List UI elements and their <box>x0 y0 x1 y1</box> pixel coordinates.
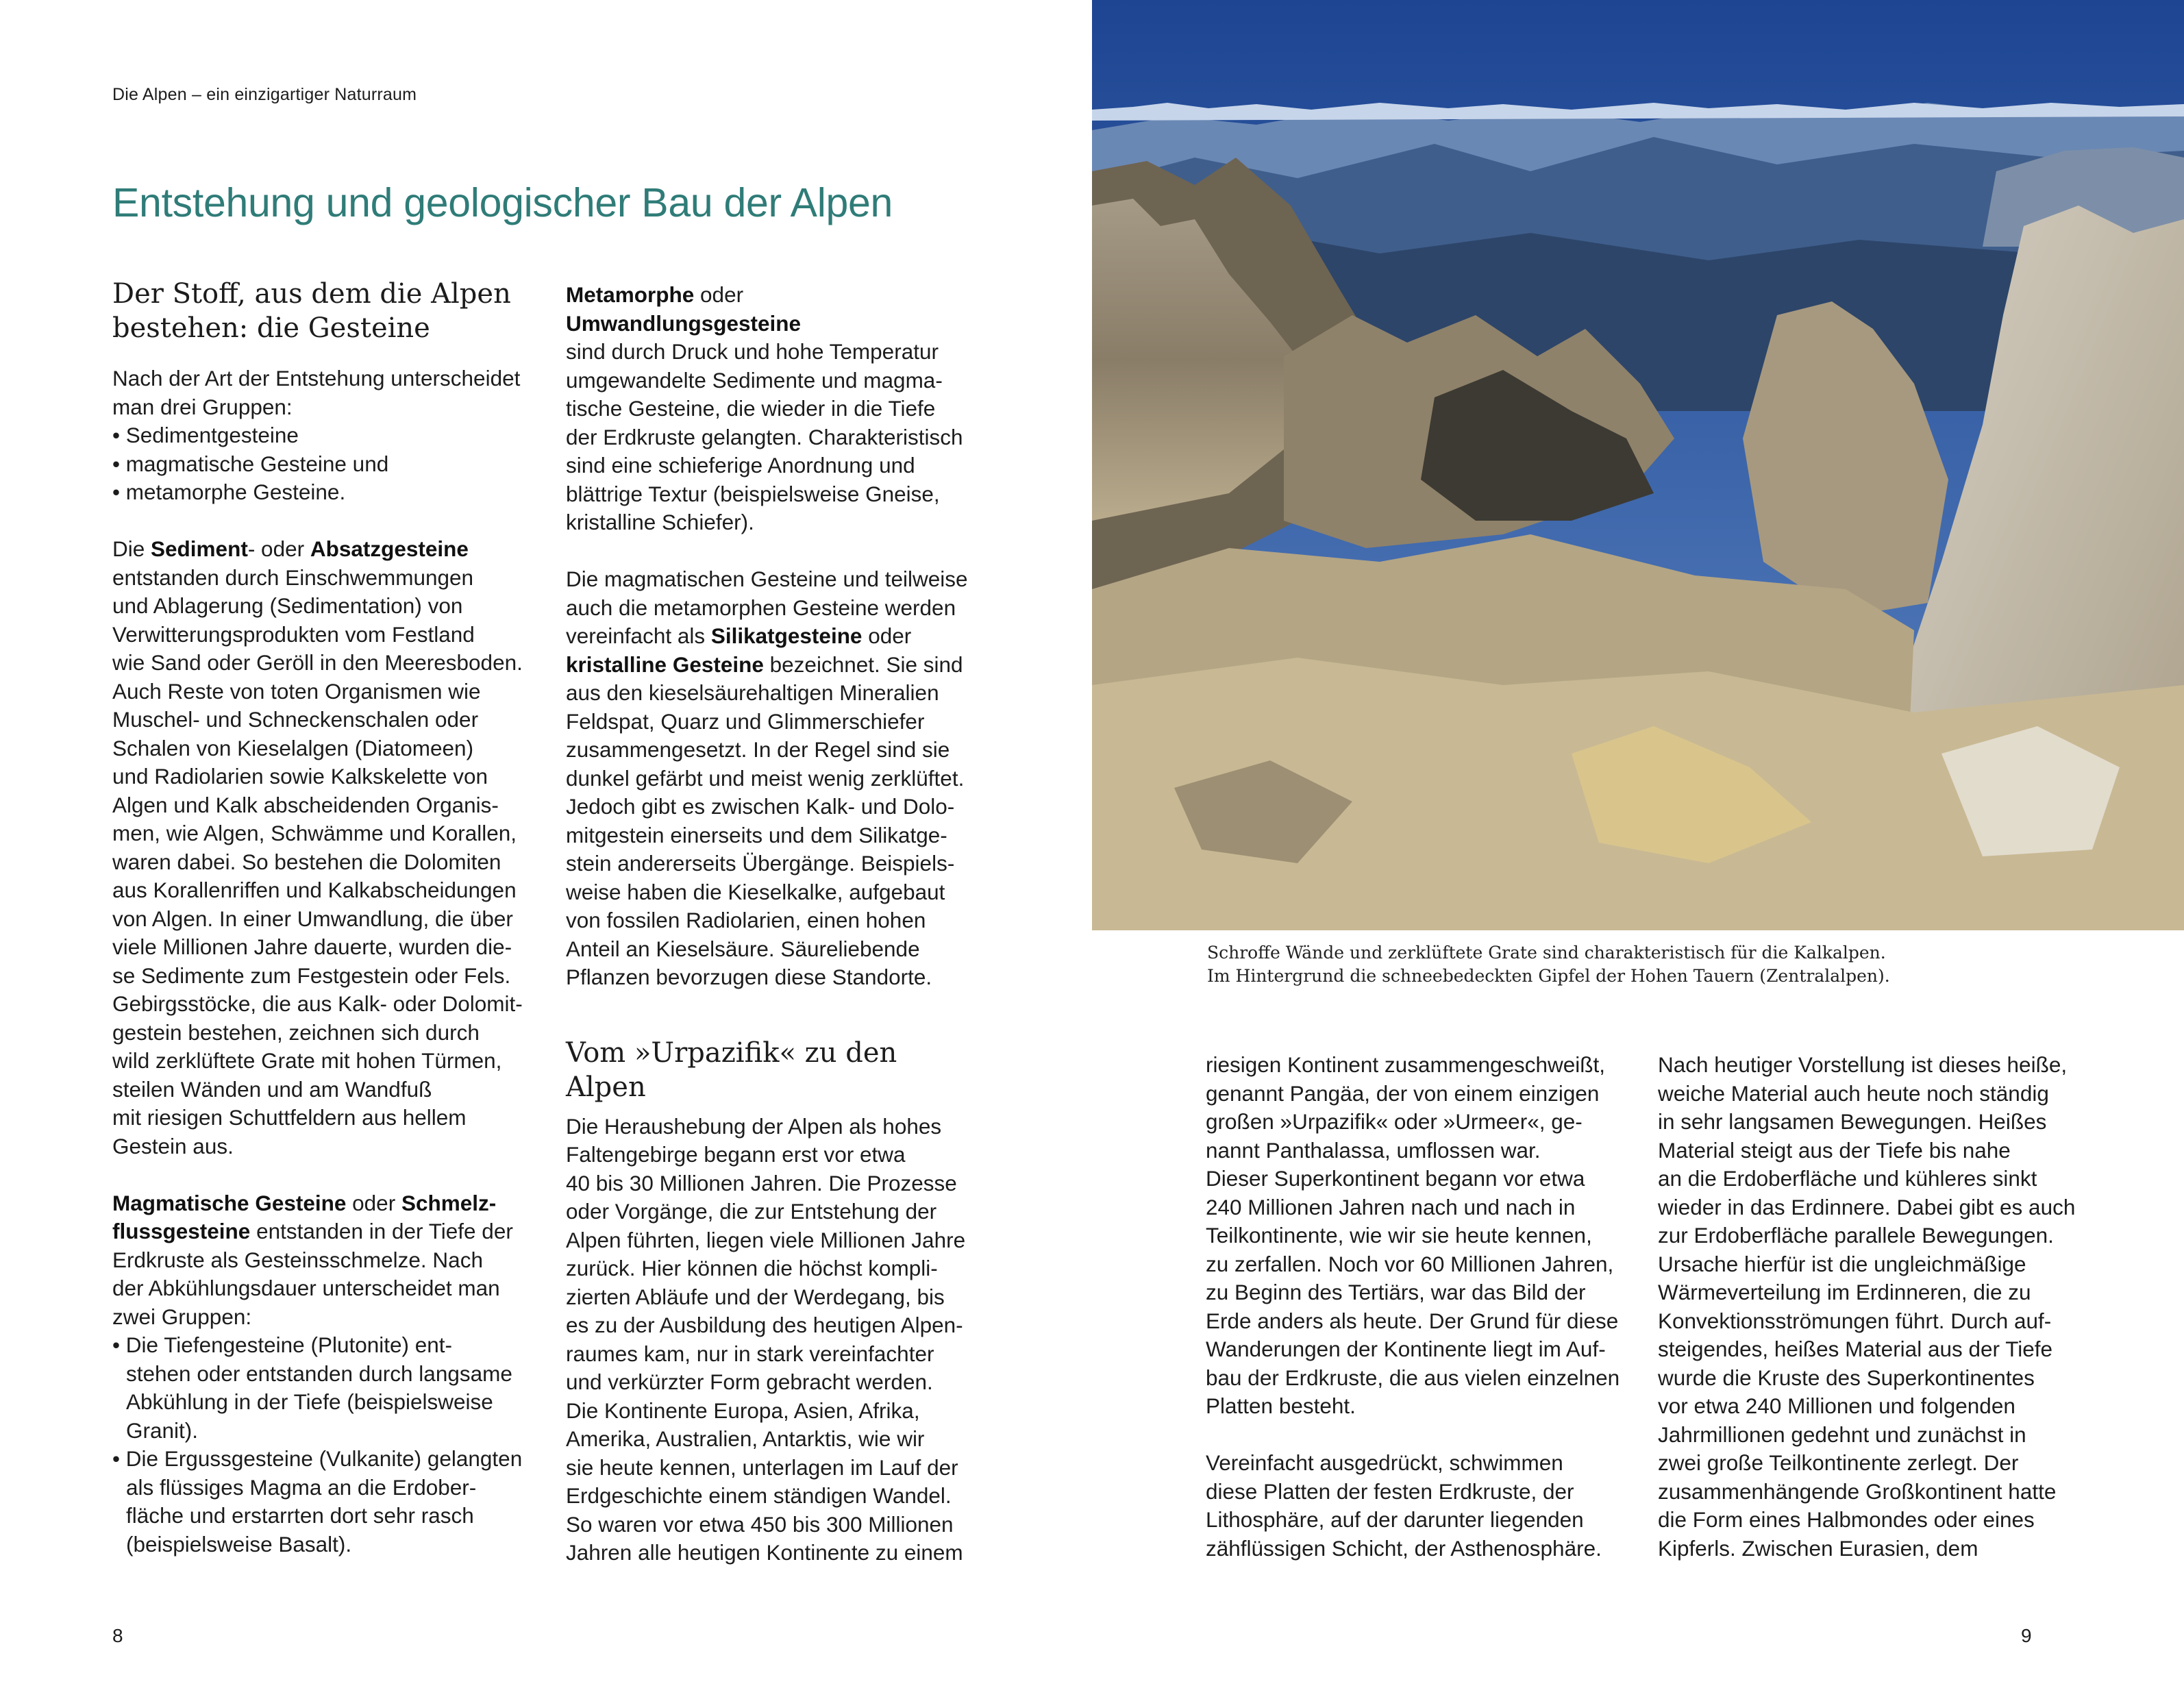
text-line: es zu der Ausbildung des heutigen Alpen- <box>566 1313 963 1337</box>
section-heading-urpazifik: Vom »Urpazifik« zu den Alpen <box>566 1037 897 1103</box>
text-line: raumes kam, nur in stark vereinfachter <box>566 1341 934 1366</box>
photo-caption: Schroffe Wände und zerklüftete Grate sind charakteristisch für die Kalkalpen. Im Hintergrund die schneebedeckten Gipfel der Hohen Tauern (Zentralalpen). <box>1207 943 1890 986</box>
text-line: Gebirgsstöcke, die aus Kalk- oder Dolomit- <box>112 991 523 1016</box>
text-line: wild zerklüftete Grate mit hohen Türmen, <box>112 1048 502 1073</box>
text-line: als flüssiges Magma an die Erdober- <box>126 1474 477 1500</box>
text-line: zur Erdoberfläche parallele Bewegungen. <box>1658 1223 2054 1248</box>
list-item <box>112 1331 530 1445</box>
text-line: kristalline Schiefer). <box>566 510 754 534</box>
text-line: viele Millionen Jahre dauerte, wurden die- <box>112 934 512 959</box>
text-line: Ursache hierfür ist die ungleichmäßige <box>1658 1251 2026 1276</box>
text-line: Wärmeverteilung im Erdinneren, die zu <box>1658 1280 2031 1304</box>
text-line: sind eine schieferige Anordnung und <box>566 453 915 478</box>
text-line: mit riesigen Schuttfeldern aus hellem <box>112 1105 467 1130</box>
text-line: stehen oder entstanden durch langsame <box>126 1361 512 1386</box>
metamorphic-paragraph: Metamorphe oder Umwandlungsgesteine sind durch Druck und hohe Temperatur umgewandelte Sedimente und magma- tische Gesteine, die wieder in die Tiefe der Erdkruste gelangten. Charakteristisch sind eine schieferige Anordnung und blättrige Textur (beispielsweise Gneise, kristalline Schiefer). <box>566 282 963 534</box>
text-line: Muschel- und Schneckenschalen oder <box>112 707 479 732</box>
text-line: (beispielsweise Basalt). <box>126 1531 352 1557</box>
text-line: aus Korallenriffen und Kalkabscheidungen <box>112 878 517 902</box>
text-line: fläche und erstarrten dort sehr rasch <box>126 1503 474 1528</box>
text-line: genannt Pangäa, der von einem einzigen <box>1206 1080 1600 1106</box>
text-line: zusammengesetzt. In der Regel sind sie <box>566 737 950 762</box>
text-line: So waren vor etwa 450 bis 300 Millionen <box>566 1511 954 1537</box>
text-line: dunkel gefärbt und meist wenig zerklüftet. <box>566 765 965 791</box>
text-line: sind durch Druck und hohe Temperatur <box>566 339 939 364</box>
urpazifik-paragraph <box>566 1113 984 1567</box>
pangaea-paragraph <box>1206 1051 1624 1421</box>
text-line: großen »Urpazifik« oder »Urmeer«, ge- <box>1206 1109 1583 1134</box>
text-column-4 <box>1658 1051 2076 1563</box>
text-line: Auch Reste von toten Organismen wie <box>112 678 481 704</box>
text-line: mitgestein einerseits und dem Silikatge- <box>566 822 947 847</box>
text-line: 40 bis 30 Millionen Jahren. Die Prozesse <box>566 1170 957 1195</box>
text-line: die Form eines Halbmondes oder eines <box>1658 1507 2035 1532</box>
text-line: zwei große Teilkontinente zerlegt. Der <box>1658 1450 2019 1475</box>
text-line: Vereinfacht ausgedrückt, schwimmen <box>1206 1450 1563 1475</box>
text-line: und Ablagerung (Sedimentation) von <box>112 593 463 618</box>
text-line: Alpen führten, liegen viele Millionen Jahre <box>566 1227 966 1252</box>
text-line: Die Kontinente Europa, Asien, Afrika, <box>566 1398 920 1423</box>
text-line: Dieser Superkontinent begann vor etwa <box>1206 1166 1585 1191</box>
lithosphere-paragraph <box>1206 1449 1624 1563</box>
text-line: von fossilen Radiolarien, einen hohen <box>566 908 926 932</box>
text-line: der Erdkruste gelangten. Charakteristisch <box>566 424 963 449</box>
text-line: oder Vorgänge, die zur Entstehung der <box>566 1199 937 1224</box>
text-line: sie heute kennen, unterlagen im Lauf der <box>566 1454 958 1480</box>
text-line: und Radiolarien sowie Kalkskelette von <box>112 764 488 789</box>
text-line: wurde die Kruste des Superkontinentes <box>1658 1365 2035 1390</box>
text-line: weiche Material auch heute noch ständig <box>1658 1080 2049 1106</box>
text-line: Jedoch gibt es zwischen Kalk- und Dolo- <box>566 794 955 819</box>
text-line: Die Heraushebung der Alpen als hohes <box>566 1113 942 1139</box>
text-line: und verkürzter Form gebracht werden. <box>566 1369 933 1394</box>
text-line: gestein bestehen, zeichnen sich durch <box>112 1019 480 1045</box>
text-line: Erdgeschichte einem ständigen Wandel. <box>566 1483 952 1508</box>
running-head: Die Alpen – ein einzigartiger Naturraum <box>112 85 417 104</box>
section-heading-gesteine: Der Stoff, aus dem die Alpen bestehen: die Gesteine <box>112 278 511 344</box>
text-line: zurück. Hier können die höchst kompli- <box>566 1256 938 1280</box>
text-line: stein andererseits Übergänge. Beispiels- <box>566 851 955 876</box>
text-line: Gestein aus. <box>112 1133 234 1158</box>
text-line: Schalen von Kieselalgen (Diatomeen) <box>112 735 474 760</box>
text-line: steilen Wänden und am Wandfuß <box>112 1076 432 1102</box>
text-line: entstanden durch Einschwemmungen <box>112 565 474 590</box>
text-line: • Die Ergussgesteine (Vulkanite) gelangten <box>112 1446 523 1471</box>
text-line: wieder in das Erdinnere. Dabei gibt es auch <box>1658 1194 2076 1219</box>
text-line: bau der Erdkruste, die aus vielen einzelnen <box>1206 1365 1620 1390</box>
text-line: Material steigt aus der Tiefe bis nahe <box>1658 1137 2011 1163</box>
text-line: Feldspat, Quarz und Glimmerschiefer <box>566 708 925 734</box>
text-line: in sehr langsamen Bewegungen. Heißes <box>1658 1109 2047 1134</box>
mountain-photo <box>1092 0 2184 930</box>
text-line: zu Beginn des Tertiärs, war das Bild der <box>1206 1280 1586 1304</box>
text-line: tische Gesteine, die wieder in die Tiefe <box>566 396 936 421</box>
text-line: zähflüssigen Schicht, der Asthenosphäre. <box>1206 1535 1602 1561</box>
magmatic-paragraph: Magmatische Gesteine oder Schmelz- flussgesteine entstanden in der Tiefe der Erdkruste als Gesteinsschmelze. Nach der Abkühlungsdauer unterscheidet man zwei Gruppen: <box>112 1190 513 1329</box>
text-line: umgewandelte Sedimente und magma- <box>566 367 943 393</box>
text-line: blättrige Textur (beispielsweise Gneise, <box>566 481 940 506</box>
text-line: von Algen. In einer Umwandlung, die über <box>112 906 513 931</box>
text-line: Faltengebirge begann erst vor etwa <box>566 1142 906 1167</box>
text-line: Pflanzen bevorzugen diese Standorte. <box>566 965 932 989</box>
text-line: men, wie Algen, Schwämme und Korallen, <box>112 821 517 845</box>
text-column-1 <box>112 277 530 1559</box>
text-line: Nach heutiger Vorstellung ist dieses heiße, <box>1658 1052 2068 1077</box>
text-line: se Sedimente zum Festgestein oder Fels. <box>112 963 511 988</box>
text-line: der Abkühlungsdauer unterscheidet man <box>112 1276 500 1300</box>
text-line: Jahren alle heutigen Kontinente zu einem <box>566 1540 963 1565</box>
text-line: Granit). <box>126 1417 199 1443</box>
text-column-2 <box>566 281 984 1567</box>
text-line: Teilkontinente, wie wir sie heute kennen, <box>1206 1223 1592 1248</box>
text-line: aus den kieselsäurehaltigen Mineralien <box>566 680 939 705</box>
text-line: steigendes, heißes Material aus der Tiefe <box>1658 1337 2053 1361</box>
text-line: weise haben die Kieselkalke, aufgebaut <box>566 879 945 904</box>
text-line: Abkühlung in der Tiefe (beispielsweise <box>126 1389 493 1414</box>
text-line: nannt Panthalassa, umflossen war. <box>1206 1137 1541 1163</box>
text-line: • Die Tiefengesteine (Plutonite) ent- <box>112 1332 453 1357</box>
text-line: diese Platten der festen Erdkruste, der <box>1206 1478 1574 1504</box>
convection-paragraph <box>1658 1051 2076 1563</box>
intro-paragraph: Nach der Art der Entstehung unterscheidet man drei Gruppen: • Sedimentgesteine • magmatische Gesteine und • metamorphe Gesteine. <box>112 366 521 504</box>
page-number-right: 9 <box>2021 1625 2032 1646</box>
text-line: 240 Millionen Jahren nach und nach in <box>1206 1194 1576 1219</box>
text-line: Kipferls. Zwischen Eurasien, dem <box>1658 1535 1978 1561</box>
text-line: an die Erdoberfläche und kühleres sinkt <box>1658 1166 2037 1191</box>
text-line: vor etwa 240 Millionen und folgenden <box>1658 1393 2015 1418</box>
text-line: zusammenhängende Großkontinent hatte <box>1658 1478 2057 1504</box>
text-line: wie Sand oder Geröll in den Meeresboden. <box>112 650 523 675</box>
text-line: Erde anders als heute. Der Grund für diese <box>1206 1308 1619 1333</box>
text-line: Erdkruste als Gesteinsschmelze. Nach <box>112 1247 483 1272</box>
text-line: zwei Gruppen: <box>112 1304 252 1329</box>
text-line: zierten Abläufe und der Werdegang, bis <box>566 1284 945 1309</box>
text-line: zu zerfallen. Noch vor 60 Millionen Jahren, <box>1206 1251 1614 1276</box>
text-line: Anteil an Kieselsäure. Säureliebende <box>566 936 920 961</box>
list-item <box>112 1445 530 1559</box>
text-line: Konvektionsströmungen führt. Durch auf- <box>1658 1308 2052 1333</box>
text-line: waren dabei. So bestehen die Dolomiten <box>112 849 501 874</box>
text-line: riesigen Kontinent zusammengeschweißt, <box>1206 1052 1606 1077</box>
text-line: Verwitterungsprodukten vom Festland <box>112 621 475 647</box>
text-line: Lithosphäre, auf der darunter liegenden <box>1206 1507 1584 1532</box>
silicate-paragraph: Die magmatischen Gesteine und teilweise auch die metamorphen Gesteine werden vereinfacht als Silikatgesteine oder kristalline Gesteine bezeichnet. Sie sind aus den kieselsäurehaltigen Mineralien Feldspat, Quarz und Glimmerschiefer zusammengesetzt. In der Regel sind sie dunkel gefärbt und meist wenig zerklüftet. Jedoch gibt es zwischen Kalk- und Dolo- mitgestein einerseits und dem Silikatge- stein andererseits Übergänge. Beispiels- weise haben die Kieselkalke, aufgebaut von fossilen Radiolarien, einen hohen Anteil an Kieselsäure. Säureliebende Pflanzen bevorzugen diese Standorte. <box>566 567 968 989</box>
page-number-left: 8 <box>112 1625 123 1646</box>
text-line: Algen und Kalk abscheidenden Organis- <box>112 792 499 817</box>
text-column-3 <box>1206 1051 1624 1563</box>
text-line: Platten besteht. <box>1206 1393 1356 1418</box>
text-line: Amerika, Australien, Antarktis, wie wir <box>566 1426 925 1451</box>
text-line: Wanderungen der Kontinente liegt im Auf- <box>1206 1337 1606 1361</box>
text-line: Jahrmillionen gedehnt und zunächst in <box>1658 1422 2026 1447</box>
chapter-title: Entstehung und geologischer Bau der Alpen <box>112 180 893 225</box>
sediment-paragraph: Die Sediment- oder Absatzgesteine entstanden durch Einschwemmungen und Ablagerung (Sedimentation) von Verwitterungsprodukten vom Festland wie Sand oder Geröll in den Meeresboden. Auch Reste von toten Organismen wie Muschel- und Schneckenschalen oder Schalen von Kieselalgen (Diatomeen) und Radiolarien sowie Kalkskelette von Algen und Kalk abscheidenden Organis- men, wie Algen, Schwämme und Korallen, waren dabei. So bestehen die Dolomiten aus Korallenriffen und Kalkabscheidungen von Algen. In einer Umwandlung, die über viele Millionen Jahre dauerte, wurden die- se Sedimente zum Festgestein oder Fels. Gebirgsstöcke, die aus Kalk- oder Dolomit- gestein bestehen, zeichnen sich durch wild zerklüftete Grate mit hohen Türmen, steilen Wänden und am Wandfuß mit riesigen Schuttfeldern aus hellem Gestein aus. <box>112 536 523 1158</box>
